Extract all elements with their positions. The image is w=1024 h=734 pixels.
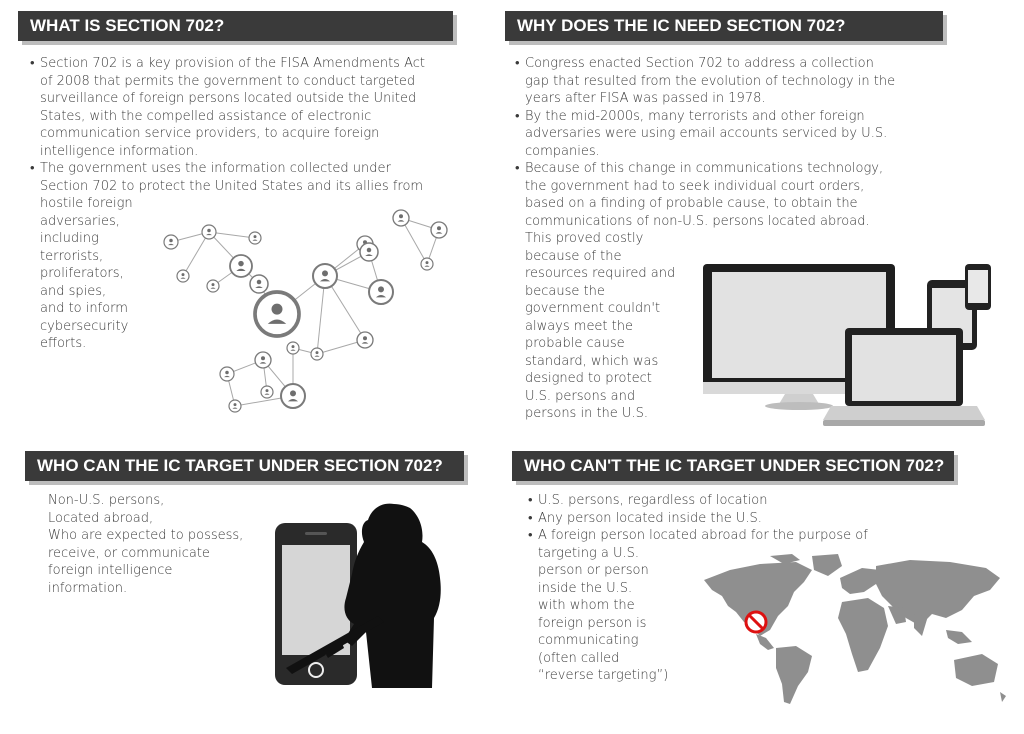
whocant-bullet-1 xyxy=(528,492,948,510)
network-graph-icon xyxy=(155,210,455,420)
text-line: Located abroad, xyxy=(48,510,154,526)
network-node-icon xyxy=(313,264,337,288)
network-node-icon xyxy=(360,243,378,261)
header-who-can-ic-target: WHO CAN THE IC TARGET UNDER SECTION 702? xyxy=(25,451,464,481)
text-line: standard, which was xyxy=(525,353,659,369)
text-line: government couldn't xyxy=(525,301,661,316)
text-line: • Section 702 is a key provision of the FISA Amendments Act xyxy=(40,56,425,71)
text-line: Who are expected to possess, xyxy=(48,528,244,543)
header-what-is-section-702: WHAT IS SECTION 702? xyxy=(18,11,453,41)
text-line: terrorists, xyxy=(40,248,104,264)
network-node-icon xyxy=(421,258,433,270)
network-node-icon xyxy=(220,367,234,381)
text-line: targeting a U.S. xyxy=(538,545,639,561)
text-line: • A foreign person located abroad for the purpose of xyxy=(538,528,868,543)
network-node-icon xyxy=(249,232,261,244)
world-map-icon xyxy=(700,552,1010,712)
who-text xyxy=(48,492,278,597)
network-node-icon xyxy=(255,352,271,368)
text-line: person or person xyxy=(538,563,649,578)
text-line: Section 702 to protect the United States and its allies from xyxy=(40,178,424,194)
text-line: • Any person located inside the U.S. xyxy=(538,510,762,526)
text-line: the government had to seek individual court orders, xyxy=(525,178,865,194)
network-node-icon xyxy=(311,348,323,360)
text-line: foreign intelligence xyxy=(48,563,173,578)
text-line: • By the mid-2000s, many terrorists and other foreign xyxy=(525,108,865,124)
text-line: cybersecurity xyxy=(40,318,129,334)
text-line: Non-U.S. persons, xyxy=(48,493,165,508)
network-node-icon xyxy=(393,210,409,226)
text-line: including xyxy=(40,231,99,246)
text-line: efforts. xyxy=(40,336,87,351)
text-line: probable cause xyxy=(525,336,625,351)
text-line: (often called xyxy=(538,650,620,666)
text-line: persons in the U.S. xyxy=(525,406,648,421)
network-node-icon xyxy=(177,270,189,282)
text-line: resources required and xyxy=(525,266,676,281)
network-node-icon xyxy=(202,225,216,239)
network-node-icon xyxy=(369,280,393,304)
text-line: U.S. persons and xyxy=(525,388,636,404)
header-who-cant-ic-target: WHO CAN'T THE IC TARGET UNDER SECTION 702? xyxy=(512,451,954,481)
network-node-icon xyxy=(261,386,273,398)
text-line: based on a finding of probable cause, to obtain the xyxy=(525,196,858,211)
text-line: • The government uses the information collected under xyxy=(40,161,391,176)
network-node-icon xyxy=(357,332,373,348)
text-line: States, with the compelled assistance of electronic xyxy=(40,108,372,124)
text-line: foreign person is xyxy=(538,615,647,631)
text-line: proliferators, xyxy=(40,266,124,281)
text-line: because of the xyxy=(525,248,622,264)
network-node-icon xyxy=(431,222,447,238)
network-node-icon xyxy=(250,275,268,293)
why-bullet-1 xyxy=(515,55,955,108)
network-node-icon xyxy=(230,255,252,277)
text-line: companies. xyxy=(525,143,600,159)
what-bullet-1 xyxy=(30,55,460,160)
network-node-icon xyxy=(281,384,305,408)
text-line: receive, or communicate xyxy=(48,545,210,561)
soldier-silhouette-icon xyxy=(282,498,452,688)
network-node-icon xyxy=(229,400,241,412)
text-line: This proved costly xyxy=(525,231,644,246)
text-line: because the xyxy=(525,283,605,299)
network-node-icon xyxy=(164,235,178,249)
network-node-icon xyxy=(207,280,219,292)
text-line: designed to protect xyxy=(525,371,652,386)
text-line: intelligence information. xyxy=(40,143,199,159)
text-line: • Because of this change in communications technology, xyxy=(525,161,884,176)
text-line: always meet the xyxy=(525,318,633,334)
text-line: years after FISA was passed in 1978. xyxy=(525,91,766,106)
text-line: information. xyxy=(48,580,128,596)
text-line: • Congress enacted Section 702 to address a collection xyxy=(525,56,874,71)
why-bullet-2 xyxy=(515,108,955,161)
text-line: and to inform xyxy=(40,301,128,316)
text-line: adversaries were using email accounts serviced by U.S. xyxy=(525,126,888,141)
network-node-icon xyxy=(255,292,299,336)
text-line: surveillance of foreign persons located outside the United xyxy=(40,91,417,106)
text-line: of 2008 that permits the government to conduct targeted xyxy=(40,73,416,89)
text-line: “reverse targeting”) xyxy=(538,668,669,683)
text-line: with whom the xyxy=(538,598,635,613)
text-line: adversaries, xyxy=(40,213,120,229)
text-line: communication service providers, to acquire foreign xyxy=(40,126,380,141)
text-line: hostile foreign xyxy=(40,196,133,211)
network-node-icon xyxy=(287,342,299,354)
text-line: • U.S. persons, regardless of location xyxy=(538,493,768,508)
text-line: communicating xyxy=(538,633,639,648)
whocant-bullet-2 xyxy=(528,510,948,528)
text-line: gap that resulted from the evolution of technology in the xyxy=(525,73,896,89)
text-line: inside the U.S. xyxy=(538,580,633,596)
computer-devices-icon xyxy=(695,258,995,438)
header-why-ic-needs-section-702: WHY DOES THE IC NEED SECTION 702? xyxy=(505,11,943,41)
no-symbol-icon xyxy=(746,612,766,632)
text-line: and spies, xyxy=(40,283,107,299)
text-line: communications of non-U.S. persons located abroad. xyxy=(525,213,870,229)
